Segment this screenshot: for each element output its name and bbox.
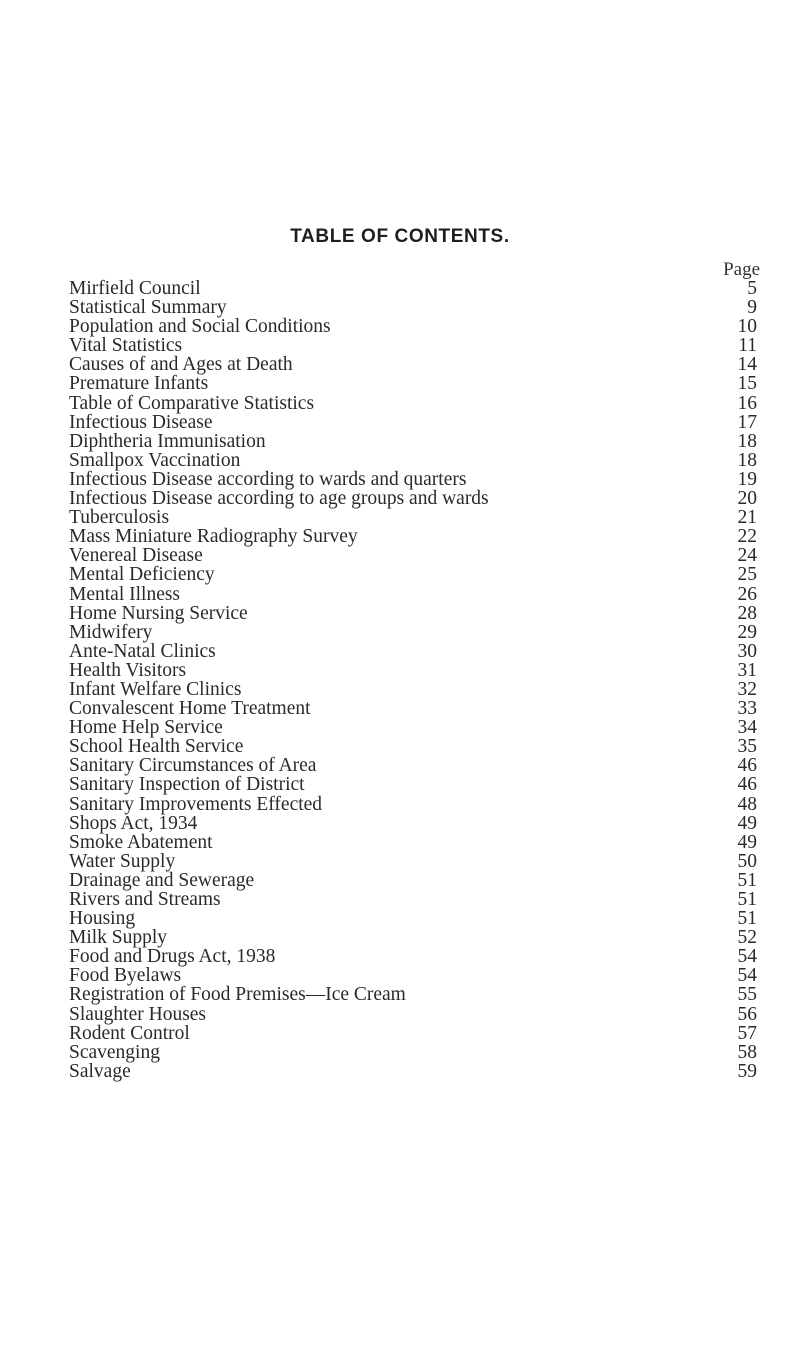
toc-entry-page: 25 <box>737 564 757 586</box>
toc-entry-page: 16 <box>737 392 757 414</box>
toc-entry-title: Mental Illness <box>69 583 181 605</box>
toc-entry-page: 51 <box>737 869 757 891</box>
toc-entry-title: Infectious Disease according to age groups and wards <box>69 488 489 510</box>
toc-entry-title: Scavenging <box>69 1041 160 1063</box>
toc-entry-page: 51 <box>737 889 757 910</box>
toc-entry-title: Mirfield Council <box>69 278 201 299</box>
toc-entry <box>69 833 757 852</box>
toc-entry-title: Shops Act, 1934 <box>69 812 198 834</box>
toc-entry <box>69 985 757 1004</box>
toc-entry-page: 35 <box>737 736 757 758</box>
toc-entry-title: Home Nursing Service <box>69 602 248 624</box>
toc-entry <box>69 1005 757 1024</box>
toc-entry-page: 15 <box>737 373 757 395</box>
toc-entry-title: Rodent Control <box>69 1022 190 1044</box>
toc-entry-page: 18 <box>737 449 757 471</box>
toc-entry-page: 51 <box>737 908 757 930</box>
toc-entry <box>69 413 757 432</box>
toc-entry <box>69 718 757 737</box>
toc-entry-page: 29 <box>737 621 757 643</box>
toc-entry <box>69 680 757 699</box>
toc-entry-page: 5 <box>747 278 757 299</box>
toc-entry-page: 46 <box>737 774 757 796</box>
toc-entry <box>69 1062 757 1081</box>
toc-entry-title: Smallpox Vaccination <box>69 449 241 471</box>
toc-entry-title: Drainage and Sewerage <box>69 869 255 891</box>
toc-entry-title: Sanitary Circumstances of Area <box>69 755 317 777</box>
toc-entry <box>69 336 757 355</box>
toc-entry-title: Tuberculosis <box>69 507 170 529</box>
toc-entry-page: 56 <box>737 1003 757 1025</box>
toc-entry-page: 11 <box>738 335 757 357</box>
toc-entry <box>69 527 757 546</box>
toc-entry-title: Salvage <box>69 1060 131 1082</box>
toc-entry <box>69 565 757 584</box>
toc-entry-title: Milk Supply <box>69 927 168 949</box>
toc-entry <box>69 775 757 794</box>
toc-entry <box>69 355 757 374</box>
toc-entry <box>69 737 757 756</box>
toc-entry-title: Sanitary Improvements Effected <box>69 793 323 815</box>
toc-entry-page: 32 <box>737 678 757 700</box>
toc-entry-title: Causes of and Ages at Death <box>69 354 293 376</box>
page-column-label: Page <box>723 259 760 280</box>
toc-entry-page: 28 <box>737 602 757 624</box>
toc-entry <box>69 928 757 947</box>
toc-entry <box>69 489 757 508</box>
toc-entry-page: 24 <box>737 545 757 567</box>
toc-entry <box>69 508 757 527</box>
toc-entry <box>69 795 757 814</box>
toc-entry-title: Registration of Food Premises—Ice Cream <box>69 984 406 1006</box>
toc-entry-page: 55 <box>737 984 757 1006</box>
toc-entry <box>69 814 757 833</box>
toc-entry-title: Convalescent Home Treatment <box>69 698 311 720</box>
toc-entry-page: 10 <box>737 316 757 338</box>
toc-entry-title: Home Help Service <box>69 717 223 739</box>
toc-entry-page: 52 <box>737 927 757 949</box>
toc-entry <box>69 852 757 871</box>
toc-entry-page: 59 <box>737 1060 757 1082</box>
toc-entry <box>69 451 757 470</box>
toc-entry-page: 50 <box>737 850 757 872</box>
toc-entry-title: Mental Deficiency <box>69 564 215 586</box>
toc-entry <box>69 279 757 298</box>
toc-entry <box>69 585 757 604</box>
toc-entry <box>69 871 757 890</box>
toc-entry-page: 31 <box>737 659 757 681</box>
toc-entry-title: Premature Infants <box>69 373 209 395</box>
toc-entry-title: Food and Drugs Act, 1938 <box>69 946 276 968</box>
toc-entry-page: 19 <box>737 468 757 490</box>
toc-entry <box>69 756 757 775</box>
toc-entry <box>69 298 757 317</box>
toc-entry-title: Infant Welfare Clinics <box>69 678 242 700</box>
toc-entry-page: 49 <box>737 831 757 853</box>
toc-entry-title: Water Supply <box>69 850 176 872</box>
toc-entry-page: 14 <box>737 354 757 376</box>
toc-entry-title: Vital Statistics <box>69 335 183 357</box>
toc-entry-page: 17 <box>737 411 757 433</box>
toc-entry <box>69 317 757 336</box>
toc-entry-page: 34 <box>737 717 757 739</box>
toc-entry-title: Smoke Abatement <box>69 831 213 853</box>
toc-entry-page: 20 <box>737 488 757 510</box>
toc-entry <box>69 470 757 489</box>
toc-entry <box>69 1043 757 1062</box>
toc-entry-title: School Health Service <box>69 736 244 758</box>
toc-entry <box>69 546 757 565</box>
toc-entry-page: 18 <box>737 430 757 452</box>
toc-entry <box>69 909 757 928</box>
toc-entry-page: 57 <box>737 1022 757 1044</box>
toc-entry-title: Statistical Summary <box>69 297 227 319</box>
toc-entry-title: Food Byelaws <box>69 965 182 987</box>
toc-entry <box>69 394 757 413</box>
toc-entry-page: 9 <box>747 297 757 319</box>
toc-entry <box>69 890 757 909</box>
toc-entry-page: 30 <box>737 640 757 662</box>
toc-entry <box>69 947 757 966</box>
toc-entry-page: 22 <box>737 526 757 548</box>
toc-entry-page: 49 <box>737 812 757 834</box>
toc-entry <box>69 374 757 393</box>
toc-entry-page: 21 <box>737 507 757 529</box>
toc-entry <box>69 432 757 451</box>
toc-entry-page: 54 <box>737 946 757 968</box>
toc-entry-title: Midwifery <box>69 621 153 643</box>
toc-entry <box>69 604 757 623</box>
toc-entry-title: Venereal Disease <box>69 545 203 567</box>
toc-entry-page: 33 <box>737 698 757 720</box>
toc-entry-page: 54 <box>737 965 757 987</box>
toc-entry <box>69 966 757 985</box>
toc-entry-title: Table of Comparative Statistics <box>69 392 315 414</box>
page-title: TABLE OF CONTENTS. <box>290 226 510 247</box>
toc-entry-page: 48 <box>737 793 757 815</box>
toc-entry-page: 58 <box>737 1041 757 1063</box>
toc-entry-title: Rivers and Streams <box>69 889 221 910</box>
toc-list <box>69 279 757 1081</box>
toc-entry-title: Health Visitors <box>69 659 187 681</box>
toc-entry-title: Infectious Disease <box>69 411 213 433</box>
toc-entry <box>69 699 757 718</box>
toc-entry-title: Diphtheria Immunisation <box>69 430 266 452</box>
toc-entry-title: Slaughter Houses <box>69 1003 207 1025</box>
toc-entry-title: Housing <box>69 908 136 930</box>
toc-entry <box>69 661 757 680</box>
toc-entry <box>69 623 757 642</box>
toc-entry <box>69 642 757 661</box>
toc-entry-title: Population and Social Conditions <box>69 316 331 338</box>
toc-entry <box>69 1024 757 1043</box>
toc-entry-title: Infectious Disease according to wards and quarters <box>69 468 467 490</box>
toc-entry-title: Ante-Natal Clinics <box>69 640 216 662</box>
toc-entry-title: Mass Miniature Radiography Survey <box>69 526 358 548</box>
toc-entry-page: 46 <box>737 755 757 777</box>
toc-entry-title: Sanitary Inspection of District <box>69 774 305 796</box>
toc-entry-page: 26 <box>737 583 757 605</box>
